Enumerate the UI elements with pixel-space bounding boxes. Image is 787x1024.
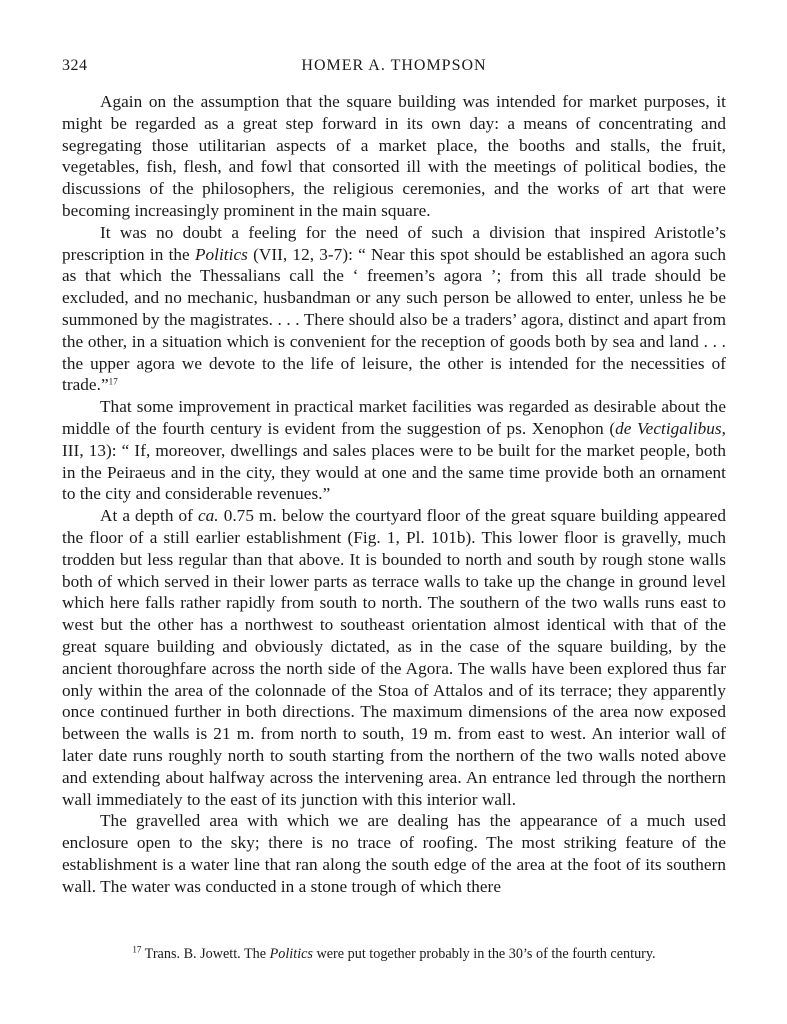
page-number: 324 (62, 57, 88, 74)
running-head: HOMER A. THOMPSON (301, 57, 487, 74)
paragraph-1: Again on the assumption that the square building was intended for market purposes, it might be regarded as a great step forward in its own day: a means of concentrating and segregating those utilitarian aspects of a market place, the booths and stalls, the fruit, vegetables, fish, flesh, and fowl that consorted ill with the meetings of political bodies, the discussions of the philosophers, the religious ceremonies, and the works of art that were becoming increasingly prominent in the main square. (62, 92, 726, 220)
paragraph-4-text-b: 0.75 m. below the courtyard floor of the great square building appeared the floor of a still earlier establishment (Fig. 1, Pl. 101b). This lower floor is gravelly, much trodden but less regular than that above. It is bounded to north and south by rough stone walls both of which served in their lower parts as terrace walls to take up the change in ground level which here falls rather rapidly from south to north. The southern of the two walls runs east to west but the other has a northwest to southeast orientation almost identical with that of the great square building and obviously dictated, as in the case of the square building, by the ancient thoroughfare across the north side of the Agora. The walls have been explored thus far only within the area of the colonnade of the Stoa of Attalos and of its terrace; they apparently once continued further in both directions. The maximum dimensions of the area now exposed between the walls is 21 m. from north to south, 19 m. from east to west. An interior wall of later date runs roughly north to south starting from the northern of the two walls noted above and extending about halfway across the intervening area. An entrance led through the northern wall immediately to the east of its junction with this interior wall. (62, 506, 726, 809)
paragraph-3 (62, 396, 726, 505)
page-header (62, 57, 726, 81)
paragraph-2-text-b: (VII, 12, 3-7): “ Near this spot should be established an agora such as that which the Thessalians call the ‘ freemen’s agora ’; from this all trade should be excluded, and no mechanic, husbandman or any such person be allowed to enter, unless he be summoned by the magistrates. . . . There should also be a traders’ agora, distinct and apart from the other, in a situation which is convenient for the reception of goods both by sea and land . . . the upper agora we devote to the life of leisure, the other is intended for the necessities of trade.” (62, 244, 727, 395)
paragraph-2 (62, 222, 726, 396)
paragraph-4 (62, 505, 726, 810)
de-vectigalibus-title: de Vectigalibus (615, 418, 722, 438)
footnote-politics-title: Politics (269, 946, 313, 962)
footnote-text-a: Trans. B. Jowett. The (141, 946, 270, 962)
paragraph-3-text-b: , III, 13): “ If, moreover, dwellings and sales places were to be built for the market people, both in the Peiraeus and in the city, they would at one and the same time provide both an ornament to the city and considerable revenues.” (62, 418, 726, 504)
paragraph-2-text-a: It was no doubt a feeling for the need of such a division that inspired Aristotle’s prescription in the (62, 222, 726, 264)
politics-title: Politics (194, 244, 248, 264)
body-text (62, 91, 726, 897)
footnote-reference: 17 (108, 376, 118, 387)
footnote-number: 17 (132, 944, 142, 955)
paragraph-3-text-a: That some improvement in practical market facilities was regarded as desirable about the middle of the fourth century is evident from the suggestion of ps. Xenophon ( (62, 397, 726, 438)
paragraph-5: The gravelled area with which we are dealing has the appearance of a much used enclosure open to the sky; there is no trace of roofing. The most striking feature of the establishment is a water line that ran along the south edge of the area at the foot of its southern wall. The water was conducted in a stone trough of which there (62, 811, 726, 896)
ca-abbreviation: ca. (197, 506, 219, 526)
footnote-text-b: were put together probably in the 30’s of the fourth century. (312, 946, 656, 962)
footnote (62, 945, 726, 963)
paragraph-4-text-a: At a depth of (100, 506, 198, 526)
